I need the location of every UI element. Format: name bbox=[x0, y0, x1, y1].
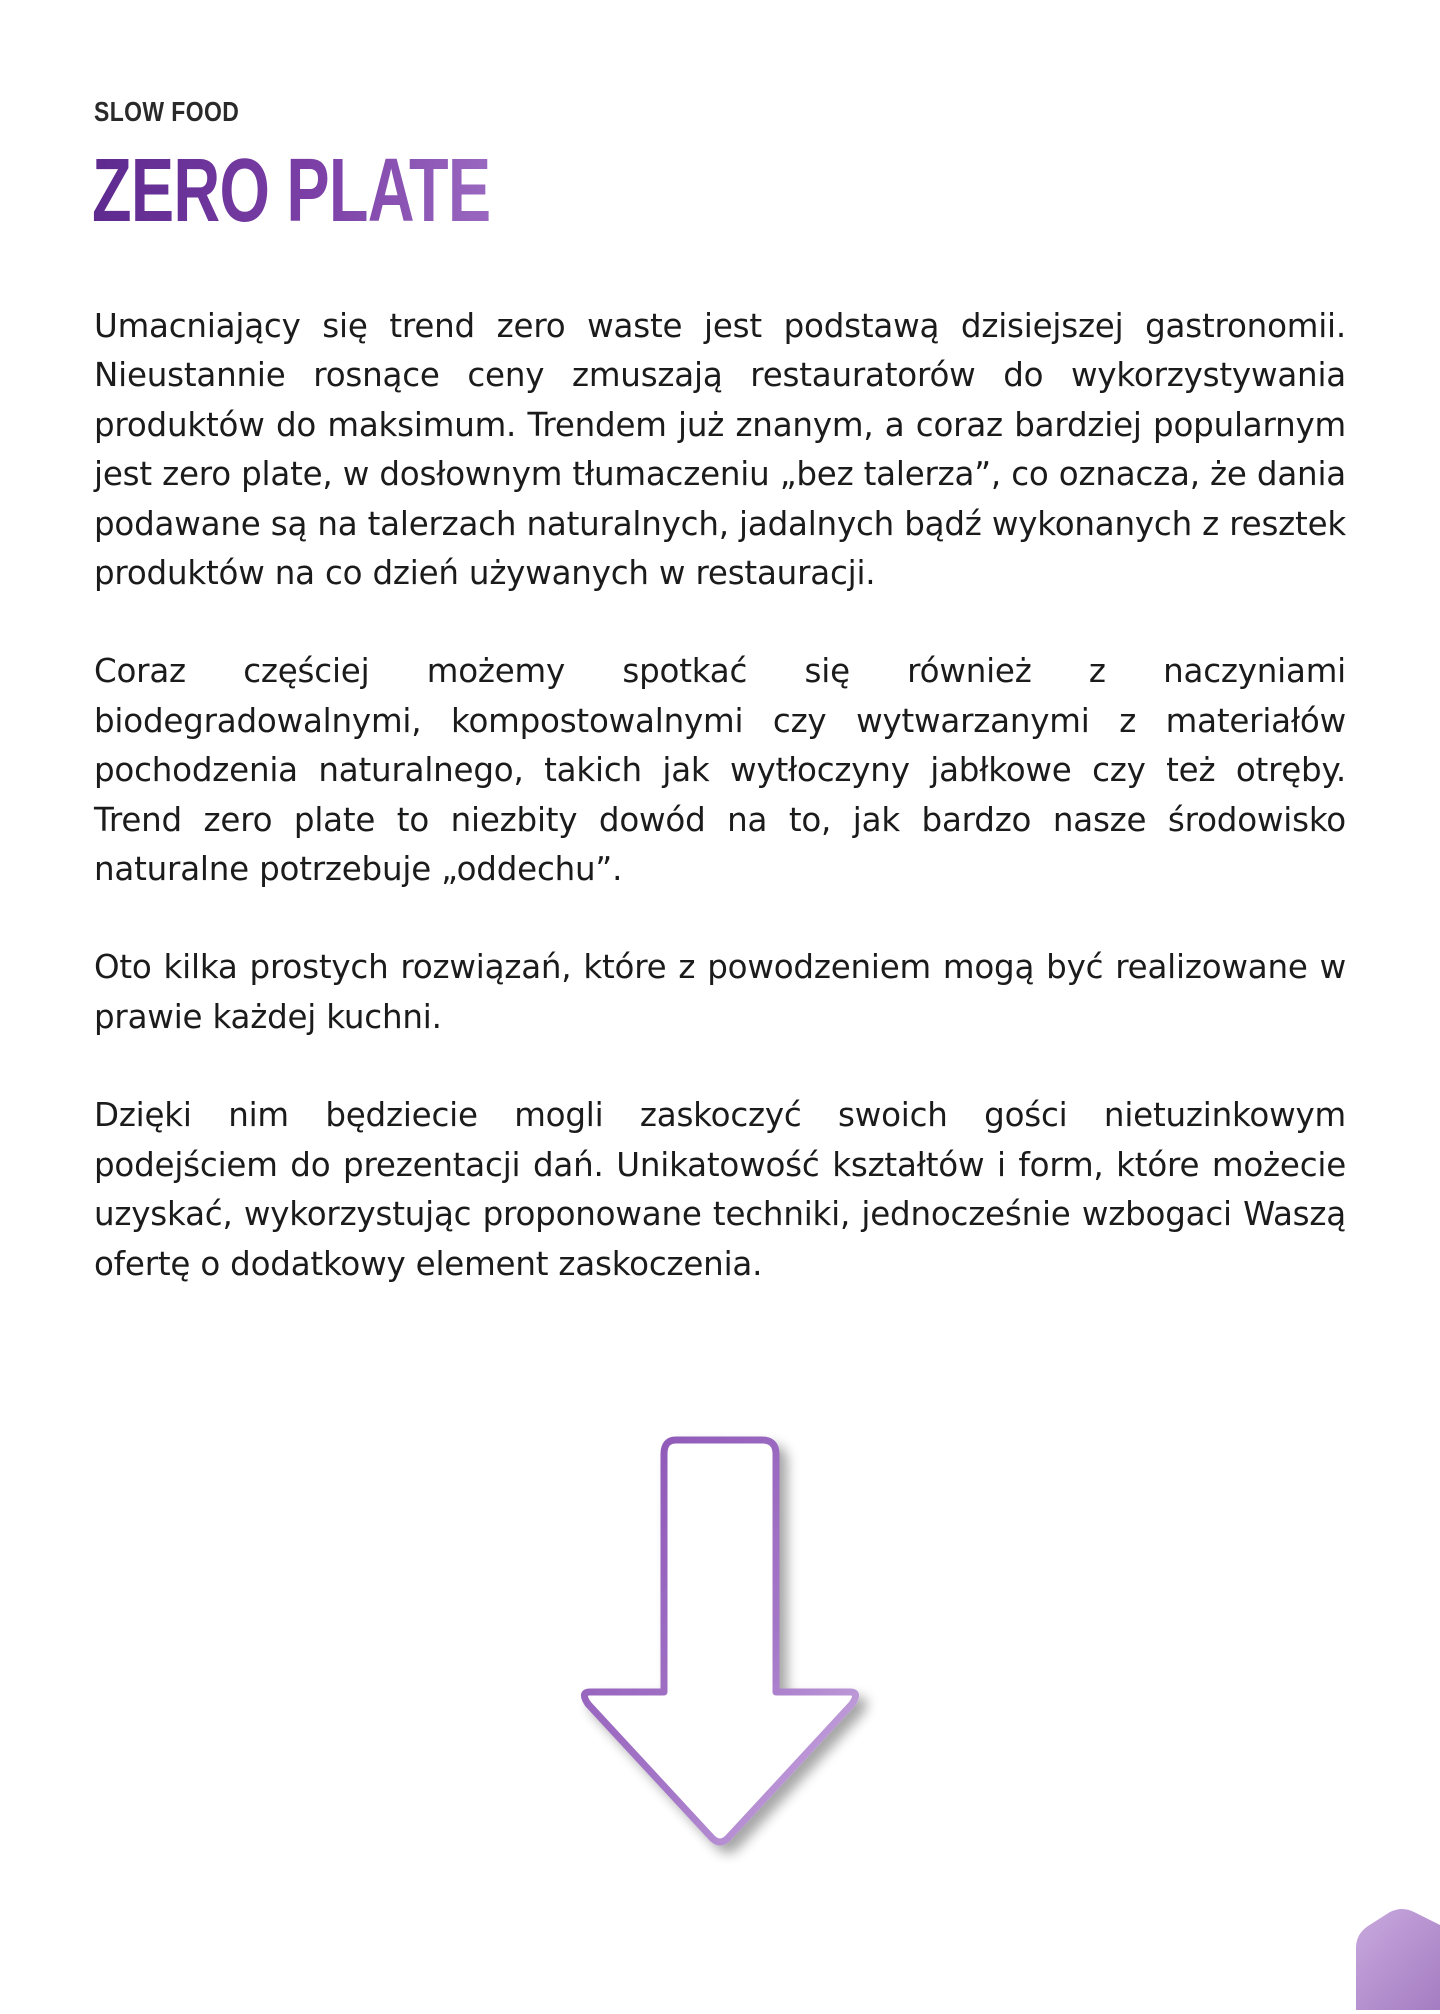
paragraph-1: Umacniający się trend zero waste jest podstawą dzisiejszej gastronomii. Nieustannie rosnące ceny zmuszają restauratorów do wykorzystywania produktów do maksimum. Trendem już znanym, a coraz bardziej popularnym jest zero plate, w dosłownym tłumaczeniu „bez talerza”, co oznacza, że dania podawane są na talerzach naturalnych, jadalnych bądź wykonanych z resztek produktów na co dzień używanych w restauracji. bbox=[94, 307, 1346, 593]
paragraph-2: Coraz częściej możemy spotkać się również z naczyniami biodegradowalnymi, kompostowalnymi czy wytwarzanymi z materiałów pochodzenia naturalnego, takich jak wytłoczyny jabłkowe czy też otręby. Trend zero plate to niezbity dowód na to, jak bardzo nasze środowisko naturalne potrzebuje „oddechu”. bbox=[94, 652, 1346, 889]
arrow-down-icon bbox=[560, 1416, 880, 1866]
paragraph-4: Dzięki nim będziecie mogli zaskoczyć swoich gości nietuzinkowym podejściem do prezentacji dań. Unikatowość kształtów i form, które możecie uzyskać, wykorzystując proponowane techniki, jednocześnie wzbogaci Waszą ofertę o dodatkowy element zaskoczenia. bbox=[94, 1096, 1346, 1283]
section-kicker: SLOW FOOD bbox=[94, 96, 240, 127]
paragraph-3: Oto kilka prostych rozwiązań, które z powodzeniem mogą być realizowane w prawie każdej kuchni. bbox=[94, 948, 1346, 1036]
page-title: ZERO PLATE bbox=[92, 141, 491, 241]
page-corner-decoration bbox=[1350, 1900, 1440, 2010]
article-body bbox=[94, 302, 1346, 1338]
